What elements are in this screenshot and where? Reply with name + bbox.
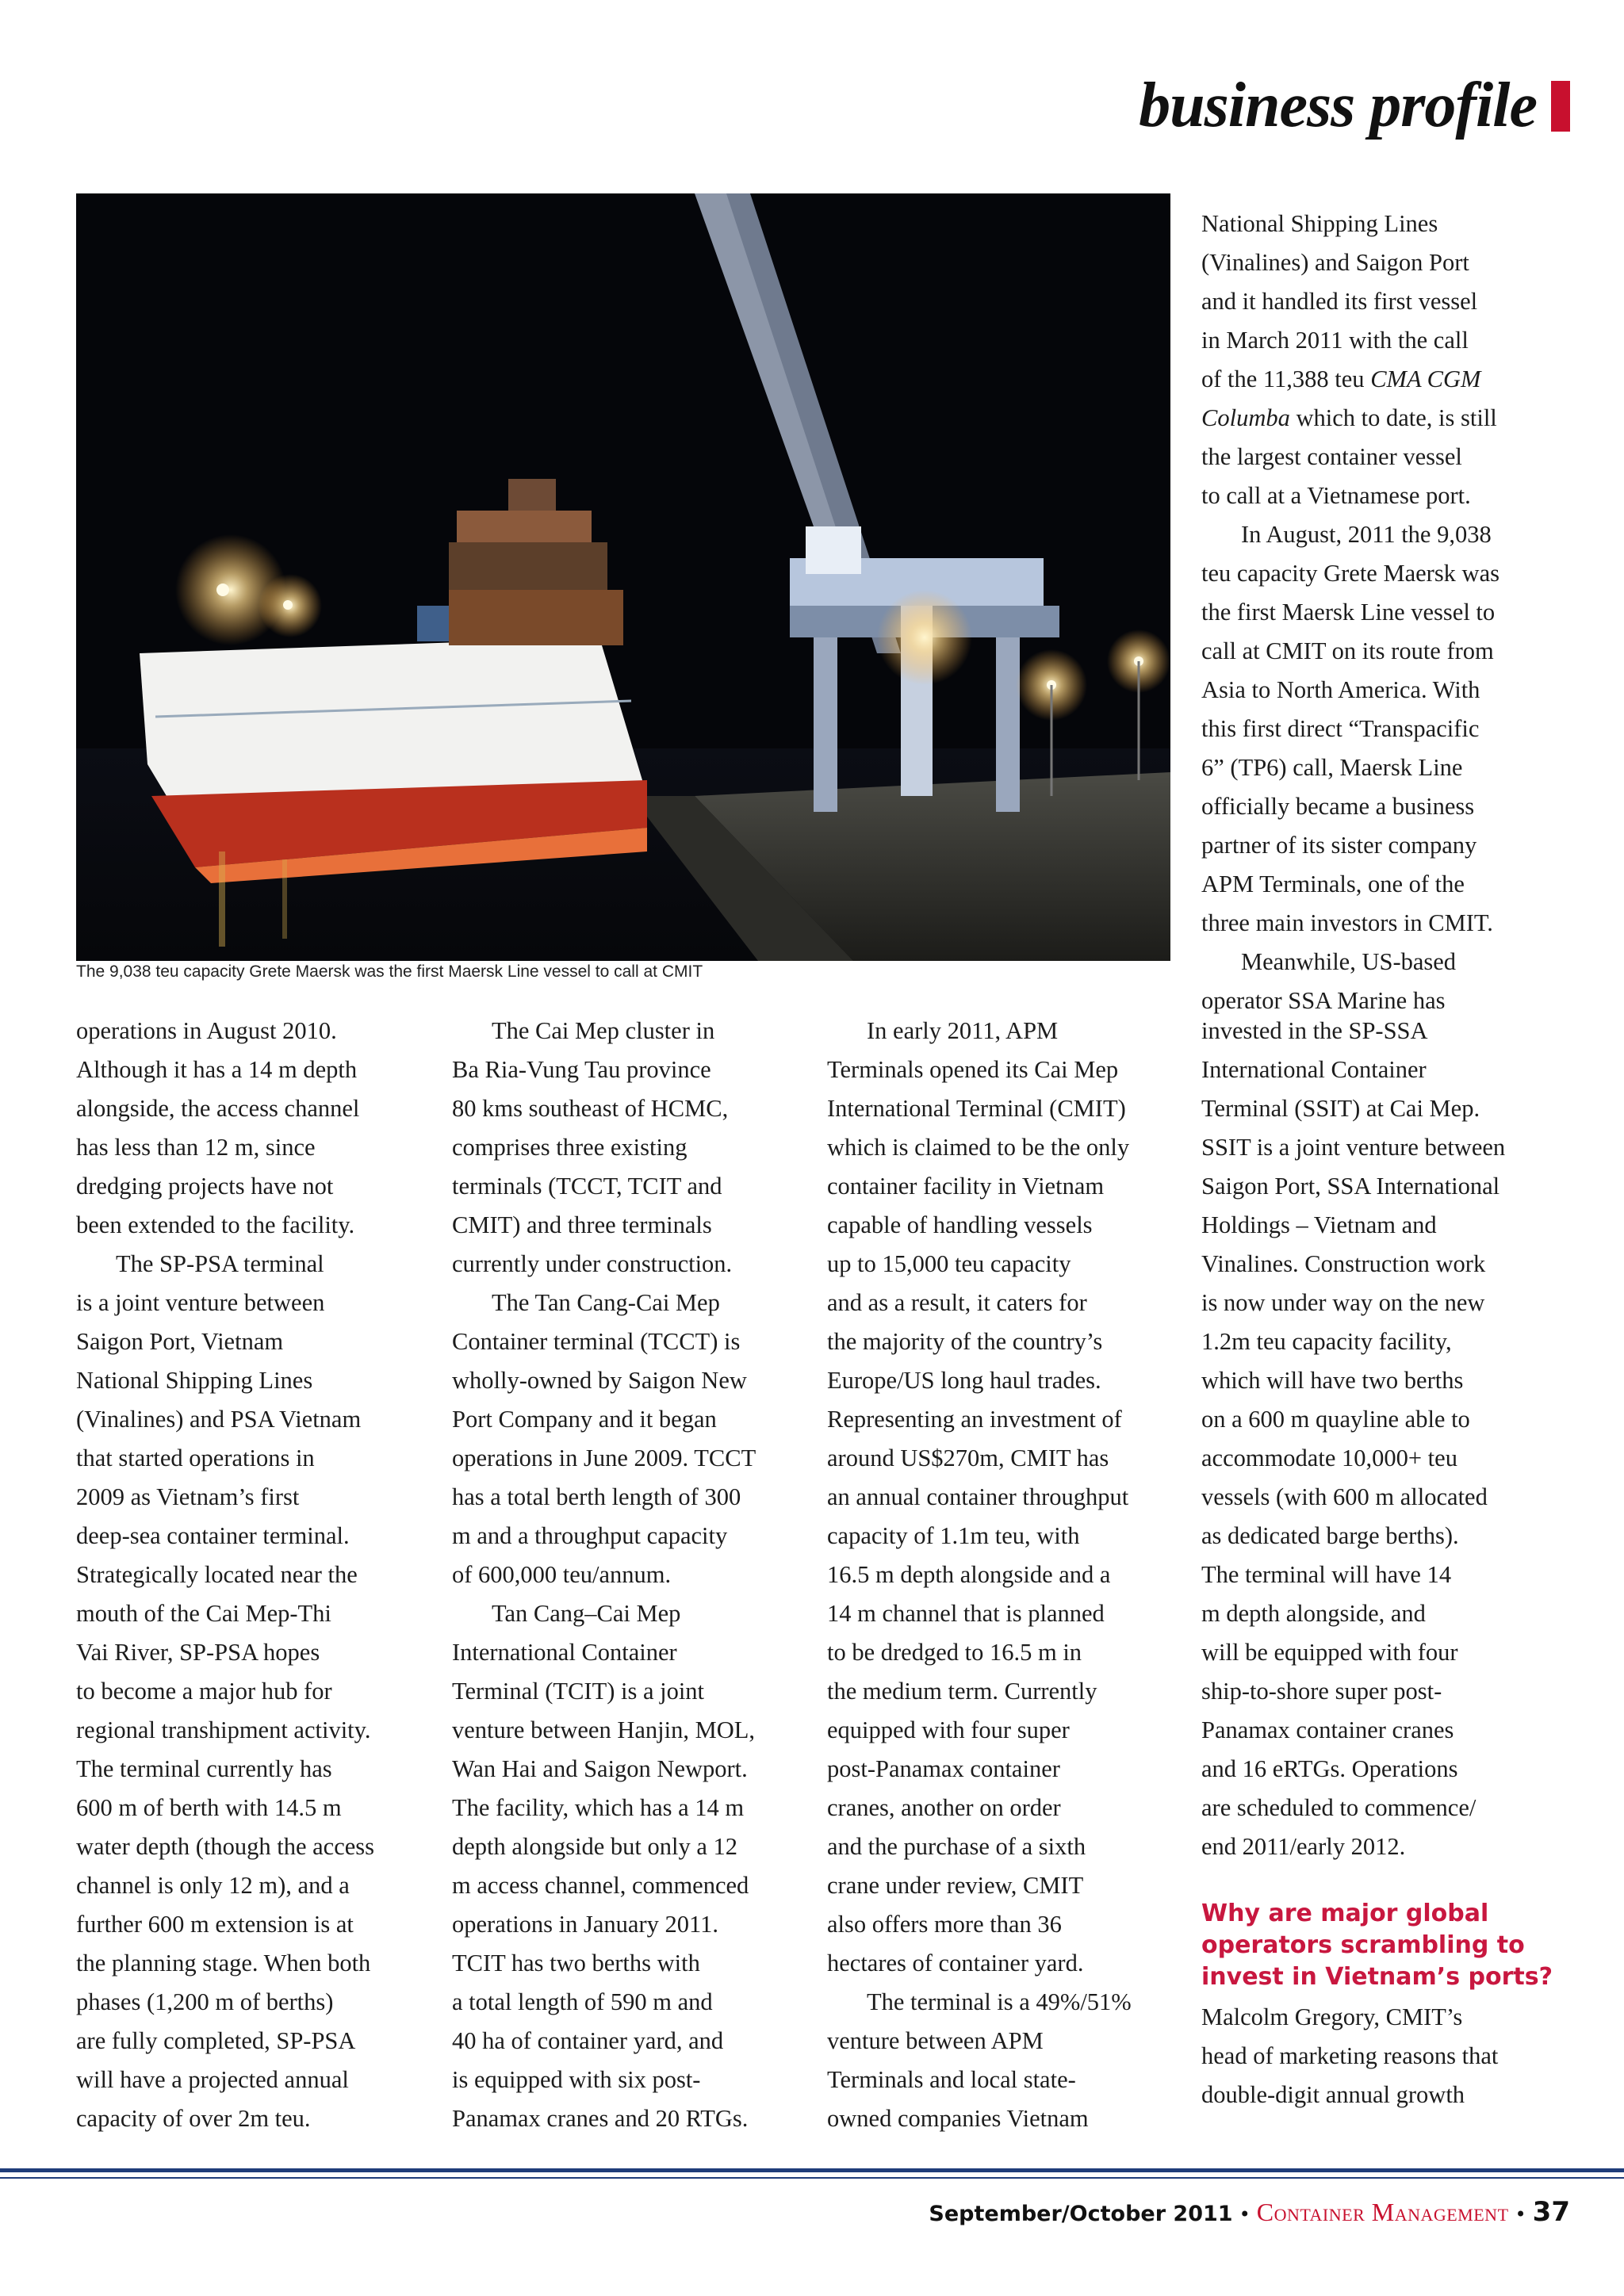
paragraph — [1201, 205, 1566, 515]
paragraph: The Cai Mep cluster in Ba Ria-Vung Tau province 80 kms southeast of HCMC, comprises three existing terminals (TCCT, TCIT and CMIT) and three terminals currently under construction. — [452, 1017, 733, 1277]
page-footer — [929, 2196, 1570, 2228]
issue-date: September/October 2011 — [929, 2202, 1233, 2226]
paragraph: Tan Cang–Cai Mep International Container Terminal (TCIT) is a joint venture between Hanjin, MOL, Wan Hai and Saigon Newport. The facility, which has a 14 m depth alongside but only a 12 m access channel, commenced operations in January 2011. TCIT has two berths with a total length of 590 m and 40 ha of container yard, and is equipped with six post- Panamax cranes and 20 RTGs. — [452, 1600, 755, 2132]
page-number: 37 — [1532, 2196, 1570, 2228]
footer-rule-thin — [0, 2177, 1624, 2179]
paragraph: The SP-PSA terminal is a joint venture between Saigon Port, Vietnam National Shipping Lines (Vinalines) and PSA Vietnam that started operations in 2009 as Vietnam’s first deep-sea container terminal. Strategically located near the mouth of the Cai Mep-Thi Vai River, SP-PSA hopes to become a major hub for regional transhipment activity. The terminal currently has 600 m of berth with 14.5 m water depth (though the access channel is only 12 m), and a further 600 m extension is at the planning stage. When both phases (1,200 m of berths) are fully completed, SP-PSA will have a projected annual capacity of over 2m teu. — [76, 1250, 375, 2132]
text-run: which to date, is still the largest container vessel to call at a Vietnamese port. — [1201, 404, 1497, 509]
section-header — [1139, 70, 1570, 142]
article-column-1 — [76, 1012, 433, 2138]
paragraph: In August, 2011 the 9,038 teu capacity Grete Maersk was the first Maersk Line vessel to call at CMIT on its route from Asia to North America. With this first direct “Transpacific 6” (TP6) call, Maersk Line officially became a business partner of its sister company APM Terminals, one of the three main investors in CMIT. — [1201, 521, 1500, 936]
publication-name: Container Management — [1256, 2198, 1509, 2226]
paragraph: In early 2011, APM Terminals opened its Cai Mep International Terminal (CMIT) which is claimed to be the only container facility in Vietnam capable of handling vessels up to 15,000 teu capacity and as a result, it caters for the majority of the country’s Europe/US long haul trades. Representing an investment of around US$270m, CMIT has an annual container throughput capacity of 1.1m teu, with 16.5 m depth alongside and a 14 m channel that is planned to be dredged to 16.5 m in the medium term. Currently equipped with four super post-Panamax container cranes, another on order and the purchase of a sixth crane under review, CMIT also offers more than 36 hectares of container yard. — [827, 1017, 1130, 1976]
vessel-name: CMA CGM Columba — [1201, 365, 1481, 431]
paragraph: The Tan Cang-Cai Mep Container terminal (TCCT) is wholly-owned by Saigon New Port Company and it began operations in June 2009. TCCT has a total berth length of 300 m and a throughput capacity of 600,000 teu/annum. — [452, 1289, 756, 1588]
article-column-2 — [452, 1012, 809, 2138]
article-column-4-end — [1201, 1998, 1566, 2114]
paragraph: The terminal is a 49%/51% venture between APM Terminals and local state- owned companies Vietnam — [827, 1988, 1132, 2132]
port-night-photo — [76, 193, 1170, 961]
paragraph: Malcolm Gregory, CMIT’s head of marketing reasons that double-digit annual growth — [1201, 2003, 1499, 2108]
article-column-4-bottom — [1201, 1012, 1566, 1866]
text-run: National Shipping Lines (Vinalines) and Saigon Port and it handled its first vessel in March 2011 with the call of the 11,388 teu — [1201, 210, 1478, 392]
paragraph: Meanwhile, US-based operator SSA Marine has — [1201, 948, 1457, 1014]
footer-rule — [0, 2168, 1624, 2172]
paragraph: invested in the SP-SSA International Container Terminal (SSIT) at Cai Mep. SSIT is a joint venture between Saigon Port, SSA International Holdings – Vietnam and Vinalines. Construction work is now under way on the new 1.2m teu capacity facility, which will have two berths on a 600 m quayline able to accommodate 10,000+ teu vessels (with 600 m allocated as dedicated barge berths). The terminal will have 14 m depth alongside, and will be equipped with four ship-to-shore super post- Panamax container cranes and 16 eRTGs. Operations are scheduled to commence/ end 2011/early 2012. — [1201, 1017, 1506, 1860]
paragraph: operations in August 2010. Although it has a 14 m depth alongside, the access channel has less than 12 m, since dredging projects have not been extended to the facility. — [76, 1017, 360, 1238]
section-title: business profile — [1139, 71, 1537, 140]
separator-bullet: • — [1515, 2203, 1526, 2225]
separator-bullet: • — [1239, 2203, 1251, 2225]
article-column-4-top — [1201, 205, 1566, 1020]
photo-caption: The 9,038 teu capacity Grete Maersk was the first Maersk Line vessel to call at CMIT — [76, 962, 703, 981]
section-marker — [1551, 81, 1570, 132]
subheading: Why are major global operators scrambling to invest in Vietnam’s ports? — [1201, 1900, 1553, 1991]
article-column-3 — [827, 1012, 1184, 2138]
photo-illustration — [76, 193, 1170, 961]
